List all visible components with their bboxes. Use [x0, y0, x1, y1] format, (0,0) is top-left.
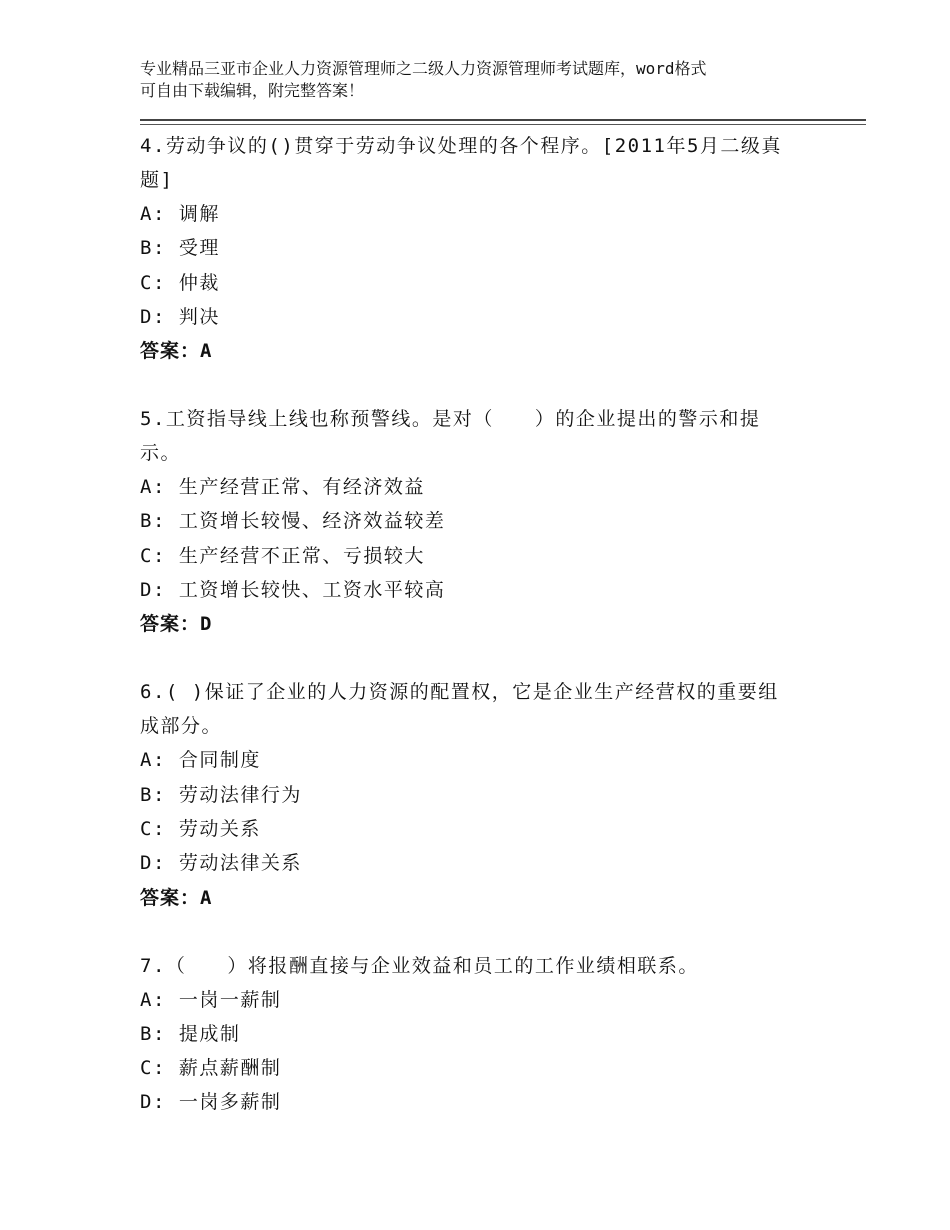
- header-line-2: 可自由下载编辑，附完整答案！: [140, 81, 365, 100]
- option-a: A: 调解: [140, 203, 220, 225]
- question-stem-continued: 题]: [140, 169, 174, 191]
- option-a: A: 合同制度: [140, 749, 261, 772]
- option-c: C: 劳动关系: [140, 817, 261, 840]
- header-line-1: 专业精品三亚市企业人力资源管理师之二级人力资源管理师考试题库，word格式: [140, 59, 707, 78]
- question-4: [140, 129, 820, 368]
- header-rule-thick: [140, 119, 866, 121]
- answer: 答案：D: [140, 613, 213, 636]
- option-c: C: 仲裁: [140, 271, 220, 294]
- question-stem-continued: 示。: [140, 442, 182, 465]
- option-b: B: 受理: [140, 237, 220, 260]
- answer: 答案：A: [140, 340, 213, 363]
- document-header: [140, 58, 820, 102]
- answer: 答案：A: [140, 886, 213, 909]
- question-stem: 4.劳动争议的()贯穿于劳动争议处理的各个程序。[2011年5月二级真: [140, 135, 782, 157]
- option-b: B: 工资增长较慢、经济效益较差: [140, 510, 446, 533]
- option-c: C: 生产经营不正常、亏损较大: [140, 544, 425, 567]
- option-c: C: 薪点薪酬制: [140, 1057, 282, 1080]
- option-b: B: 提成制: [140, 1022, 241, 1045]
- option-a: A: 一岗一薪制: [140, 988, 282, 1011]
- question-stem: 6.( )保证了企业的人力资源的配置权，它是企业生产经营权的重要组: [140, 681, 779, 704]
- question-stem-continued: 成部分。: [140, 715, 223, 738]
- question-6: [140, 675, 820, 914]
- option-d: D: 工资增长较快、工资水平较高: [140, 579, 446, 602]
- option-a: A: 生产经营正常、有经济效益: [140, 476, 425, 499]
- question-stem: 7.（ ）将报酬直接与企业效益和员工的工作业绩相联系。: [140, 954, 699, 977]
- question-list: [140, 129, 820, 1120]
- header-rule-thin: [140, 124, 866, 125]
- option-b: B: 劳动法律行为: [140, 783, 302, 806]
- option-d: D: 判决: [140, 305, 220, 328]
- option-d: D: 一岗多薪制: [140, 1091, 282, 1114]
- question-7: [140, 949, 820, 1120]
- option-d: D: 劳动法律关系: [140, 852, 302, 875]
- question-5: [140, 402, 820, 641]
- question-stem: 5.工资指导线上线也称预警线。是对（ ）的企业提出的警示和提: [140, 408, 761, 431]
